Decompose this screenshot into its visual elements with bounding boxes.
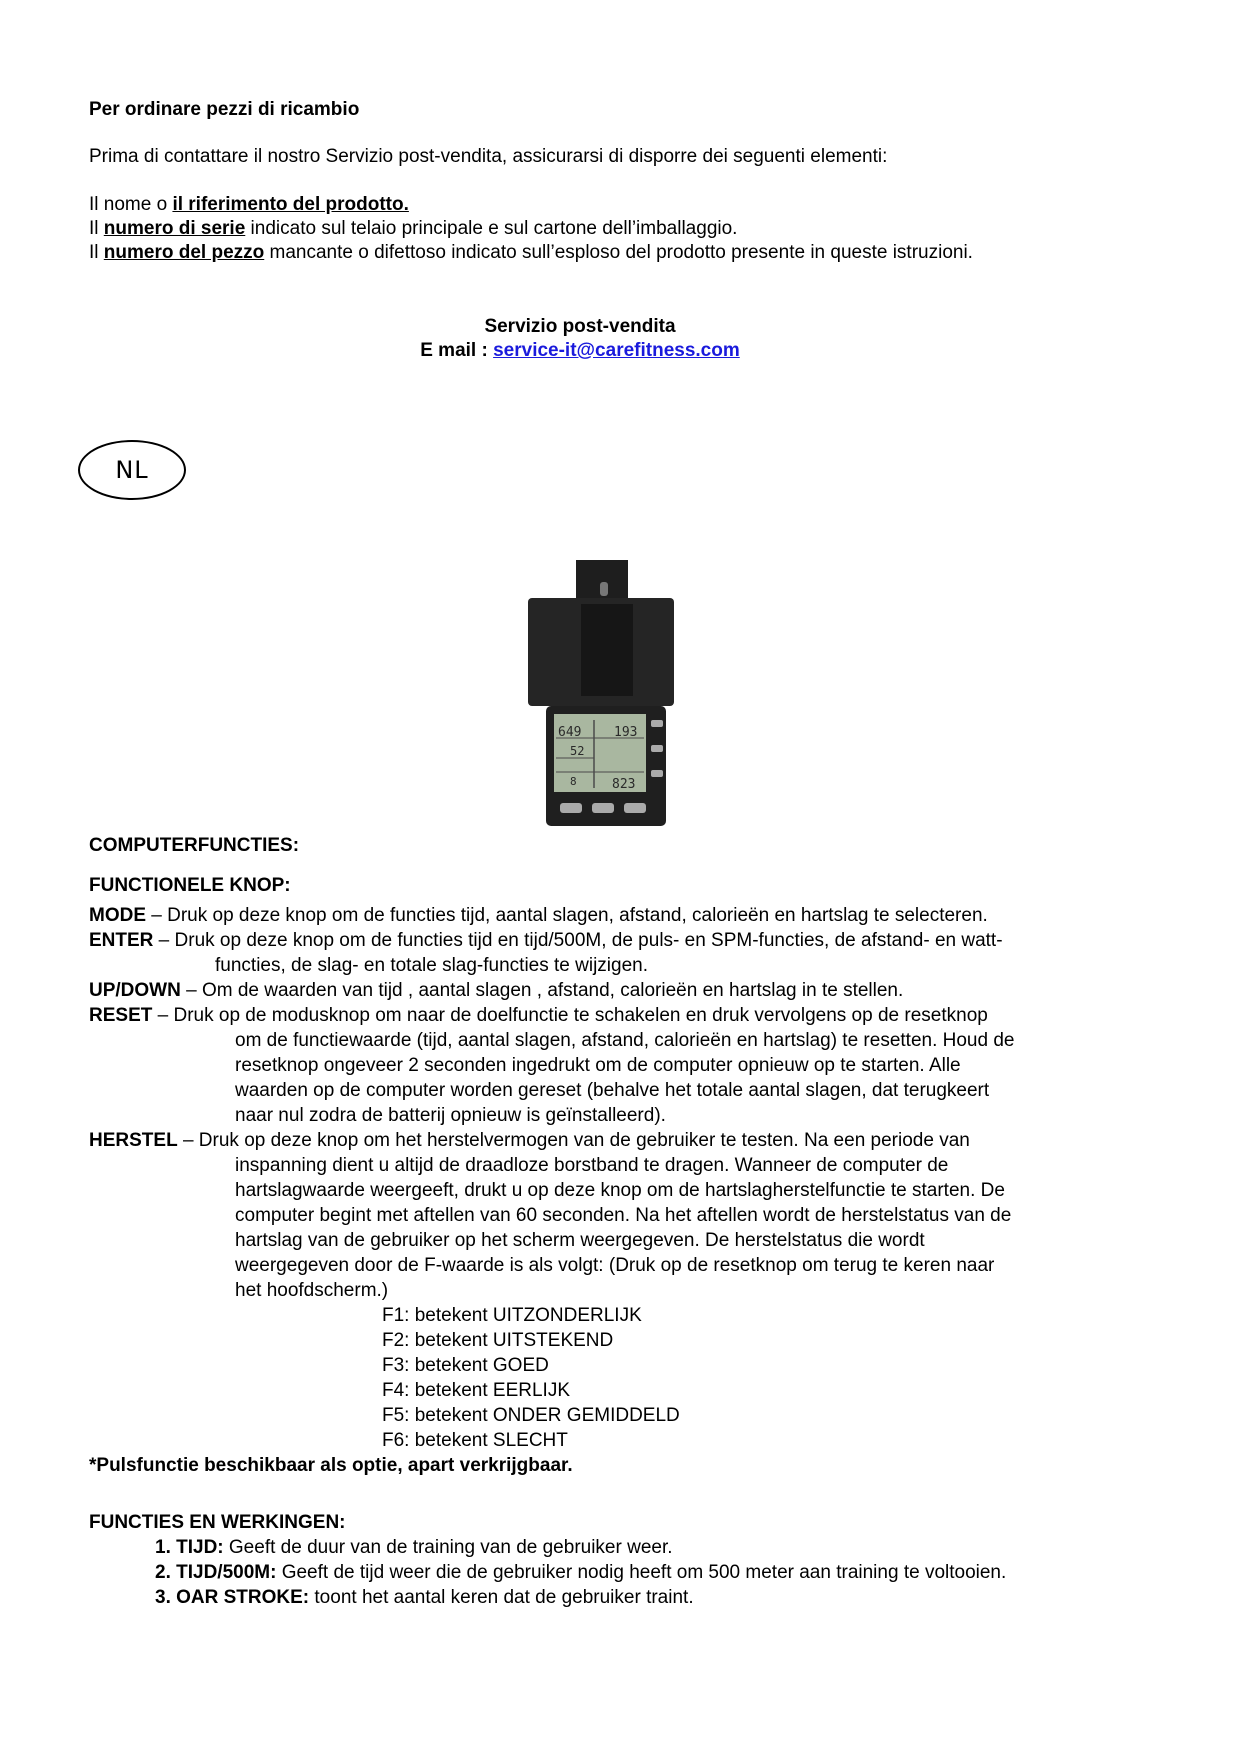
functions-heading: FUNCTIES EN WERKINGEN: <box>89 1512 346 1533</box>
herstel-description <box>89 1130 970 1152</box>
spare-parts-item-serial <box>89 218 737 240</box>
reset-line: waarden op de computer worden gereset (behalve het totale aantal slagen, dat terugkeert <box>235 1080 990 1101</box>
updown-description <box>89 980 903 1002</box>
device-side-button-1 <box>651 720 663 727</box>
mode-text: – Druk op deze knop om de functies tijd, aantal slagen, afstand, calorieën en hartslag te selecteren. <box>146 905 988 926</box>
item-suffix: mancante o difettoso indicato sull’esploso del prodotto presente in queste istruzioni. <box>264 242 973 263</box>
reset-line: naar nul zodra de batterij opnieuw is geïnstalleerd). <box>235 1105 666 1126</box>
herstel-label: HERSTEL <box>89 1130 178 1151</box>
device-bottom-button-2 <box>592 803 614 813</box>
function-item-time-500m <box>155 1562 1006 1584</box>
spare-parts-item-name <box>89 194 409 216</box>
spare-parts-item-part <box>89 242 973 264</box>
email-label: E mail : <box>420 340 494 361</box>
enter-label: ENTER <box>89 930 154 951</box>
rowing-computer-image <box>526 560 676 830</box>
device-side-button-2 <box>651 745 663 752</box>
item-prefix: Il <box>89 242 104 263</box>
device-holder-pad <box>581 604 633 696</box>
mode-description <box>89 905 988 927</box>
reset-label: RESET <box>89 1005 153 1026</box>
item-emphasis: numero del pezzo <box>103 242 265 263</box>
device-side-button-3 <box>651 770 663 777</box>
device-bottom-button-3 <box>624 803 646 813</box>
f-value-item: F3: betekent GOED <box>382 1355 549 1376</box>
lcd-value-left-top: 649 <box>558 725 582 740</box>
functional-button-heading: FUNCTIONELE KNOP: <box>89 875 291 896</box>
language-badge: NL <box>78 440 186 500</box>
function-item-oar-stroke <box>155 1587 694 1609</box>
lcd-value-right-bottom: 823 <box>612 777 636 792</box>
herstel-line: computer begint met aftellen van 60 seconden. Na het aftellen wordt de herstelstatus van de <box>235 1205 1012 1226</box>
item-emphasis: il riferimento del prodotto. <box>172 194 409 215</box>
updown-text: – Om de waarden van tijd , aantal slagen , afstand, calorieën en hartslag in te stellen. <box>180 980 904 1001</box>
item-prefix: Il nome o <box>89 194 173 215</box>
f-value-item: F1: betekent UITZONDERLIJK <box>382 1305 642 1326</box>
device-mount-slot <box>600 582 608 596</box>
item-prefix: Il <box>89 218 104 239</box>
spare-parts-intro: Prima di contattare il nostro Servizio post-vendita, assicurarsi di disporre dei seguenti elementi: <box>89 146 888 167</box>
f-value-item: F6: betekent SLECHT <box>382 1430 568 1451</box>
f-value-item: F4: betekent EERLIJK <box>382 1380 570 1401</box>
service-email-line <box>0 340 1160 362</box>
herstel-line: hartslagwaarde weergeeft, drukt u op deze knop om de hartslagherstelfunctie te starten. De <box>235 1180 1005 1201</box>
item-suffix: indicato sul telaio principale e sul cartone dell’imballaggio. <box>245 218 738 239</box>
f-value-item: F2: betekent UITSTEKEND <box>382 1330 614 1351</box>
device-bottom-button-1 <box>560 803 582 813</box>
function-item-time <box>155 1537 673 1559</box>
function-item-text: Geeft de tijd weer die de gebruiker nodig heeft om 500 meter aan training te voltooien. <box>276 1562 1007 1583</box>
f-value-item: F5: betekent ONDER GEMIDDELD <box>382 1405 680 1426</box>
function-item-text: toont het aantal keren dat de gebruiker traint. <box>309 1587 694 1608</box>
herstel-text: – Druk op deze knop om het herstelvermogen van de gebruiker te testen. Na een periode van <box>177 1130 970 1151</box>
email-link[interactable]: service-it@carefitness.com <box>493 340 740 361</box>
lcd-value-left-bottom: 8 <box>570 775 577 788</box>
spare-parts-heading: Per ordinare pezzi di ricambio <box>89 99 360 120</box>
herstel-line: hartslag van de gebruiker op het scherm weergegeven. De herstelstatus die wordt <box>235 1230 925 1251</box>
service-title: Servizio post-vendita <box>484 316 676 337</box>
function-item-label: 3. OAR STROKE: <box>155 1587 310 1608</box>
pulse-function-note: *Pulsfunctie beschikbaar als optie, apart verkrijgbaar. <box>89 1455 573 1476</box>
reset-text: – Druk op de modusknop om naar de doelfunctie te schakelen en druk vervolgens op de resetknop <box>152 1005 988 1026</box>
enter-text: – Druk op deze knop om de functies tijd en tijd/500M, de puls- en SPM-functies, de afstand- en watt- <box>153 930 1003 951</box>
function-item-label: 1. TIJD: <box>155 1537 224 1558</box>
lcd-value-left-mid: 52 <box>570 744 585 758</box>
reset-line: om de functiewaarde (tijd, aantal slagen, afstand, calorieën en hartslag) te resetten. Houd de <box>235 1030 1015 1051</box>
function-item-label: 2. TIJD/500M: <box>155 1562 277 1583</box>
function-item-text: Geeft de duur van de training van de gebruiker weer. <box>223 1537 673 1558</box>
herstel-line: inspanning dient u altijd de draadloze borstband te dragen. Wanneer de computer de <box>235 1155 949 1176</box>
enter-description-cont: functies, de slag- en totale slag-functies te wijzigen. <box>215 955 649 976</box>
herstel-line: het hoofdscherm.) <box>235 1280 389 1301</box>
lcd-value-right-top: 193 <box>614 725 638 740</box>
enter-description <box>89 930 1003 952</box>
reset-description <box>89 1005 988 1027</box>
mode-label: MODE <box>89 905 146 926</box>
herstel-line: weergegeven door de F-waarde is als volgt: (Druk op de resetknop om terug te keren naar <box>235 1255 995 1276</box>
computer-heading: COMPUTERFUNCTIES: <box>89 835 300 856</box>
updown-label: UP/DOWN <box>89 980 181 1001</box>
reset-line: resetknop ongeveer 2 seconden ingedrukt om de computer opnieuw op te starten. Alle <box>235 1055 961 1076</box>
item-emphasis: numero di serie <box>103 218 246 239</box>
